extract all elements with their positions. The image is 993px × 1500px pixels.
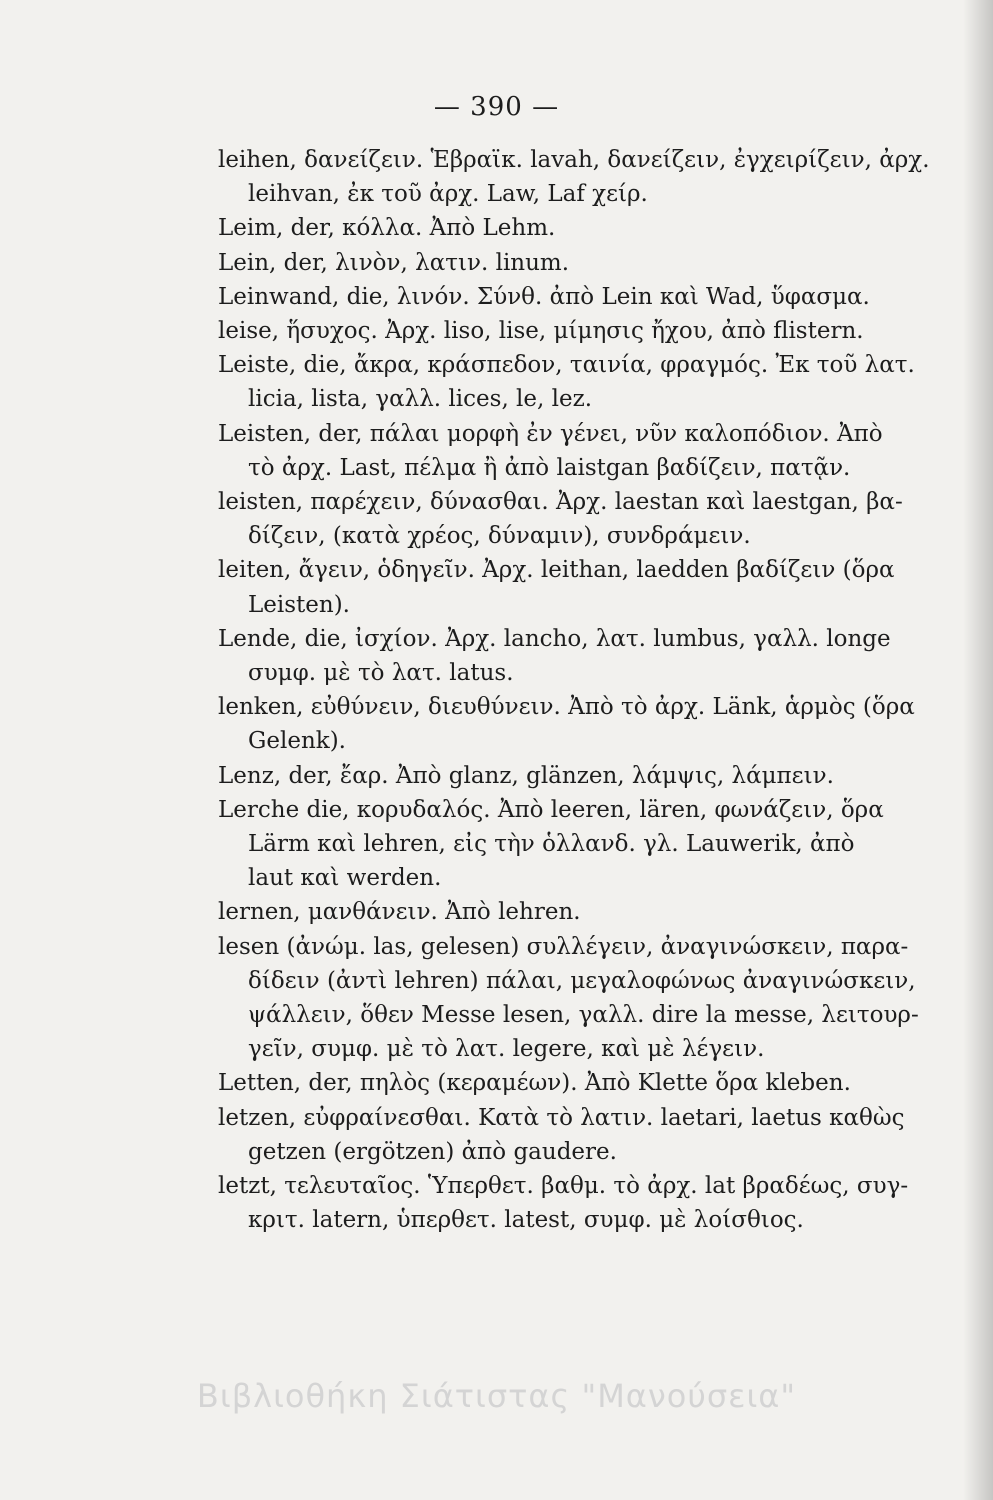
entry-line: Lerche die, κορυδαλός. Ἀπὸ leeren, lären, φωνάζειν, ὅρα	[218, 796, 884, 823]
entry-line: ψάλλειν, ὅθεν Messe lesen, γαλλ. dire la messe, λειτουρ-	[248, 1002, 919, 1029]
entry-line: Lenz, der, ἔαρ. Ἀπὸ glanz, glänzen, λάμψις, λάμπειν.	[218, 762, 834, 789]
entry-line: Lein, der, λινὸν, λατιν. linum.	[218, 249, 570, 276]
entry-line: Leisten).	[248, 591, 350, 618]
library-watermark: Βιβλιοθήκη Σιάτιστας "Μανούσεια"	[196, 1377, 797, 1415]
entry-line: leihen, δανείζειν. Ἑβραϊκ. lavah, δανείζειν, ἐγχειρίζειν, ἀρχ.	[218, 147, 930, 173]
entry-line: Leisten, der, πάλαι μορφὴ ἐν γένει, νῦν καλοπόδιον. Ἀπὸ	[218, 420, 883, 447]
dictionary-entries	[218, 143, 943, 1238]
entry-line: letzen, εὐφραίνεσθαι. Κατὰ τὸ λατιν. laetari, laetus καθὼς	[218, 1104, 905, 1131]
entry-line: leihvan, ἐκ τοῦ ἀρχ. Law, Laf χείρ.	[248, 181, 648, 208]
entry-line: leisten, παρέχειν, δύνασθαι. Ἀρχ. laestan καὶ laestgan, βα-	[218, 489, 903, 516]
entry-line: Letten, der, πηλὸς (κεραμέων). Ἀπὸ Klette ὅρα kleben.	[218, 1070, 851, 1097]
entry-line: licia, lista, γαλλ. lices, le, lez.	[248, 386, 593, 413]
entry-line: leiten, ἄγειν, ὁδηγεῖν. Ἀρχ. leithan, laedden βαδίζειν (ὅρα	[218, 557, 895, 584]
entry-line: laut καὶ werden.	[248, 865, 442, 892]
page-fold-shadow	[963, 0, 993, 1500]
entry-line: getzen (ergötzen) ἀπὸ gaudere.	[248, 1138, 617, 1165]
entry-line: lesen (ἀνώμ. las, gelesen) συλλέγειν, ἀναγινώσκειν, παρα-	[218, 933, 909, 960]
entry-line: lenken, εὐθύνειν, διευθύνειν. Ἀπὸ τὸ ἀρχ. Länk, ἁρμὸς (ὅρα	[218, 694, 915, 721]
entry-line: Leiste, die, ἄκρα, κράσπεδον, ταινία, φραγμός. Ἐκ τοῦ λατ.	[218, 352, 915, 379]
entry-line: leise, ἥσυχος. Ἀρχ. liso, lise, μίμησις ἤχου, ἀπὸ flistern.	[218, 318, 864, 345]
entry-line: Gelenk).	[248, 728, 346, 755]
entry-line: κριτ. latern, ὑπερθετ. latest, συμφ. μὲ λοίσθιος.	[248, 1207, 804, 1234]
entry-line: Lende, die, ἰσχίον. Ἀρχ. lancho, λατ. lumbus, γαλλ. longe	[218, 625, 891, 652]
entry-line: συμφ. μὲ τὸ λατ. latus.	[248, 660, 514, 687]
entry-line: γεῖν, συμφ. μὲ τὸ λατ. legere, καὶ μὲ λέγειν.	[248, 1036, 765, 1063]
page-number: — 390 —	[433, 92, 560, 122]
entry-line: Leim, der, κόλλα. Ἀπὸ Lehm.	[218, 215, 556, 242]
entry-line: δίδειν (ἀντὶ lehren) πάλαι, μεγαλοφώνως ἀναγινώσκειν,	[248, 967, 916, 994]
entry-line: δίζειν, (κατὰ χρέος, δύναμιν), συνδράμειν.	[248, 523, 751, 550]
entry-line: Lärm καὶ lehren, εἰς τὴν ὁλλανδ. γλ. Lauwerik, ἀπὸ	[248, 831, 855, 858]
entry-line: lernen, μανθάνειν. Ἀπὸ lehren.	[218, 899, 581, 926]
entry-line: τὸ ἀρχ. Last, πέλμα ἢ ἀπὸ laistgan βαδίζειν, πατᾷν.	[248, 454, 851, 481]
entry-line: letzt, τελευταῖος. Ὑπερθετ. βαθμ. τὸ ἀρχ. lat βραδέως, συγ-	[218, 1173, 909, 1200]
entry-line: Leinwand, die, λινόν. Σύνθ. ἀπὸ Lein καὶ Wad, ὕφασμα.	[218, 283, 870, 310]
